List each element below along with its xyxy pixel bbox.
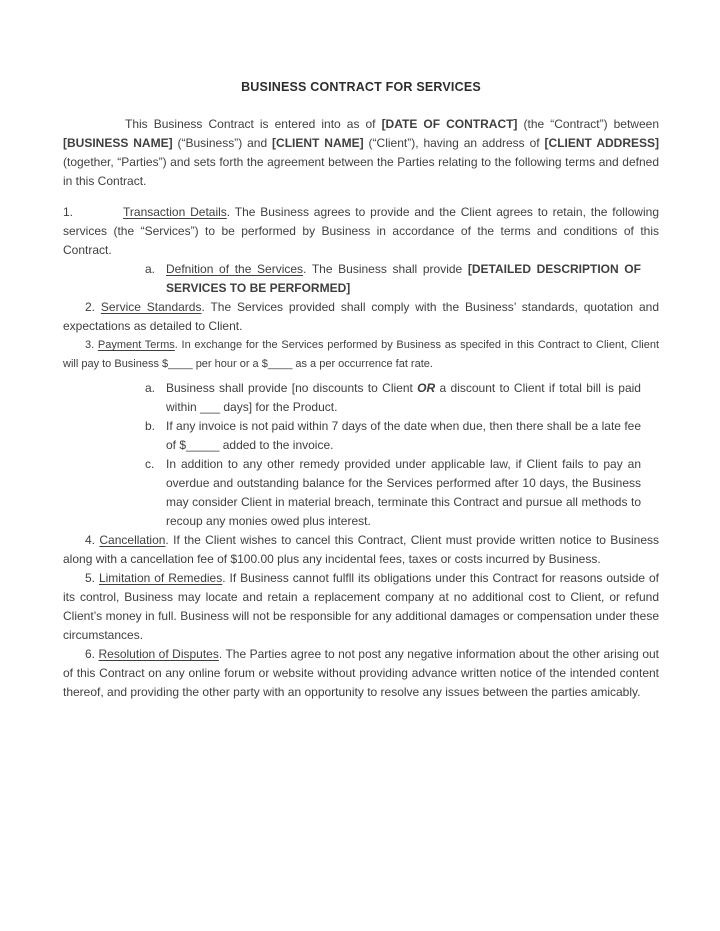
list-item-text: Business shall provide [no discounts to Client OR a discount to Client if total bill is paid within ___ days] for the Product.: [166, 381, 641, 414]
list-marker: b.: [145, 419, 156, 433]
document-body: [63, 0, 659, 702]
intro-paragraph: This Business Contract is entered into as of [DATE OF CONTRACT] (the “Contract”) between [BUSINESS NAME] (“Business”) and [CLIENT NAME] (“Client”), having an address of [CLIENT ADDRESS] (together, “Parties”) and sets forth the agreement between the Parties relating to the following terms and defned in this Contract.: [63, 117, 659, 188]
list-marker: a.: [145, 262, 156, 276]
list-item-text: If any invoice is not paid within 7 days of the date when due, then there shall be a late fee of $_____ added to the invoice.: [166, 419, 641, 452]
section-1-sublist: [63, 260, 659, 298]
section-3-item-b: [145, 417, 641, 455]
list-item-text: Defnition of the Services. The Business shall provide [DETAILED DESCRIPTION OF SERVICES TO BE PERFORMED]: [166, 262, 641, 295]
section-6-resolution-of-disputes: 6. Resolution of Disputes. The Parties agree to not post any negative information about the other arising out of this Contract on any online forum or website without providing advance written notice of the intended content thereof, and providing the other party with an opportunity to resolve any issues between the parties amicably.: [63, 647, 659, 699]
section-3-item-c: [145, 455, 641, 531]
section-3-sublist: [63, 379, 659, 531]
list-marker: a.: [145, 381, 156, 395]
section-1-transaction-details: 1. Transaction Details. The Business agrees to provide and the Client agrees to retain, the following services (the “Services”) to be performed by Business in accordance of the terms and conditions of this Contract.: [63, 205, 659, 257]
section-5-limitation-of-remedies: 5. Limitation of Remedies. If Business cannot fulfll its obligations under this Contract for reasons outside of its control, Business may locate and retain a replacement company at no additional cost to Client, or refund Client’s money in full. Business will not be responsible for any additional damages or compensation under these circumstances.: [63, 571, 659, 642]
section-3-payment-terms: 3. Payment Terms. In exchange for the Services performed by Business as specifed in this Contract to Client, Client will pay to Business $____ per hour or a $____ as a per occurrence fat rate.: [63, 339, 660, 370]
list-item-text: In addition to any other remedy provided under applicable law, if Client fails to pay an overdue and outstanding balance for the Services performed after 10 days, the Business may consider Client in material breach, terminate this Contract and pursue all methods to recoup any monies owed plus interest.: [166, 457, 641, 528]
list-marker: c.: [145, 457, 155, 471]
document-title: BUSINESS CONTRACT FOR SERVICES: [241, 80, 481, 94]
section-4-cancellation: 4. Cancellation. If the Client wishes to cancel this Contract, Client must provide written notice to Business along with a cancellation fee of $100.00 plus any incidental fees, taxes or costs incurred by Business.: [63, 533, 660, 566]
section-3-item-a: [145, 379, 641, 417]
section-1-item-a: [145, 260, 641, 298]
section-2-service-standards: 2. Service Standards. The Services provided shall comply with the Business’ standards, quotation and expectations as detailed to Client.: [63, 300, 659, 333]
